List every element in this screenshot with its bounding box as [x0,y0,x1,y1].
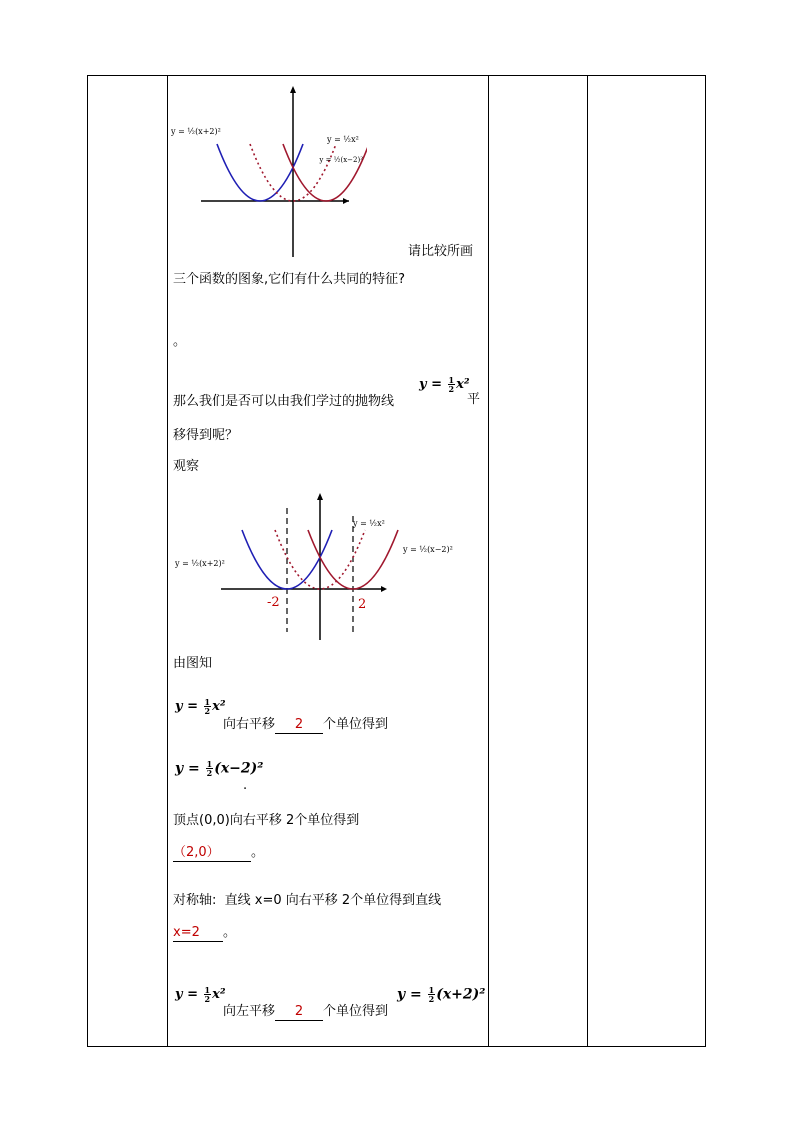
formula-shift-right-result: y = $\frac{1}{2}$ (x−2)² [175,759,264,778]
fig2-label-left: y = ½(x+2)² [175,559,225,568]
shift-left-answer: 2 [275,1004,323,1021]
observe-label: 观察 [173,459,200,474]
tick-label-2: 2 [358,597,367,612]
content-cell [167,76,487,1046]
axis-end-mark: 。 [223,925,237,940]
from-figure-label: 由图知 [173,656,213,671]
shift-right-sentence [223,717,388,734]
formula-half-x-squared-2: y = $\frac{1}{2}$ x² [175,697,226,716]
shift-left-text: 向左平移 [223,1004,276,1019]
axis-answer-line [173,925,236,942]
question-1-tail: 请比较所画 [408,244,474,259]
shift-right-answer: 2 [275,717,323,734]
formula-half-x-squared: y = $\frac{1}{2}$ x² [419,375,470,394]
units-get-text: 个单位得到 [323,717,389,732]
column-divider [488,76,489,1046]
vertex-sentence: 顶点(0,0)向右平移 2个单位得到 [173,813,360,828]
fig2-label-right: y = ½(x−2)² [403,545,453,554]
axis-label: 对称轴: [173,893,217,908]
vertex-end-mark: 。 [251,845,265,860]
shift-left-sentence [223,1004,388,1021]
period-mark: . [243,778,248,793]
axis-sentence [173,893,441,909]
units-get-text-2: 个单位得到 [323,1004,389,1019]
axis-answer: x=2 [173,925,223,942]
vertex-answer: （2,0） [173,845,251,862]
question-1-line2: 三个函数的图象,它们有什么共同的特征? [173,272,406,287]
fig1-label-mid: y = ½x² [327,135,359,144]
question-2-line2: 移得到呢？ [173,428,239,443]
axis-text: 直线 x=0 向右平移 2个单位得到直线 [224,893,442,908]
fig2-label-mid: y = ½x² [353,519,385,528]
formula-half-x-squared-3: y = $\frac{1}{2}$ x² [175,985,226,1004]
column-divider [587,76,588,1046]
shift-right-text: 向右平移 [223,717,276,732]
dot-mark: 。 [173,334,187,349]
vertex-answer-line [173,845,264,862]
formula-shift-left-result: y = $\frac{1}{2}$ (x+2)² [397,985,486,1004]
parabola-figure-1 [167,82,367,267]
parabola-figure-2 [167,490,479,640]
question-2-post: 平 [467,392,481,407]
fig1-label-left: y = ½(x+2)² [171,127,221,136]
question-2-pre: 那么我们是否可以由我们学过的抛物线 [173,394,395,409]
tick-label-neg-2: -2 [267,595,280,610]
fig1-label-right: y = ½(x−2)² [319,156,363,164]
